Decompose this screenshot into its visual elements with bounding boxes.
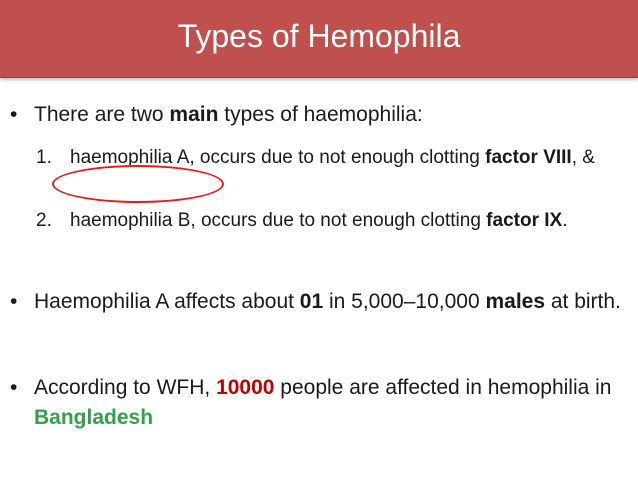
list-item: 2. haemophilia B, occurs due to not enough clotting factor IX.: [36, 207, 596, 234]
title-bar: [0, 0, 638, 78]
factor-ix: factor IX: [486, 210, 563, 231]
list-number: 2.: [36, 210, 52, 231]
bullet-dot-icon: •: [10, 290, 18, 313]
list-item: 1. haemophilia A, occurs due to not enough clotting factor VIII, &: [36, 144, 596, 171]
list-number: 1.: [36, 147, 52, 168]
factor-viii: factor VIII: [485, 147, 572, 168]
bullet-main-types: • There are two main types of haemophilia:: [10, 100, 630, 130]
bullet-wfh-bangladesh: • According to WFH, 10000 people are affected in hemophilia in Bangladesh: [10, 373, 630, 433]
country-name: Bangladesh: [34, 406, 154, 429]
affected-count: 10000: [216, 376, 275, 399]
bullet-dot-icon: •: [10, 376, 18, 399]
emphasis-main: main: [169, 103, 219, 126]
bullet-haemophilia-a: • Haemophilia A affects about 01 in 5,000–10,000 males at birth.: [10, 287, 630, 317]
slide-title: Types of Hemophila: [177, 18, 461, 54]
bullet-dot-icon: •: [10, 103, 18, 126]
